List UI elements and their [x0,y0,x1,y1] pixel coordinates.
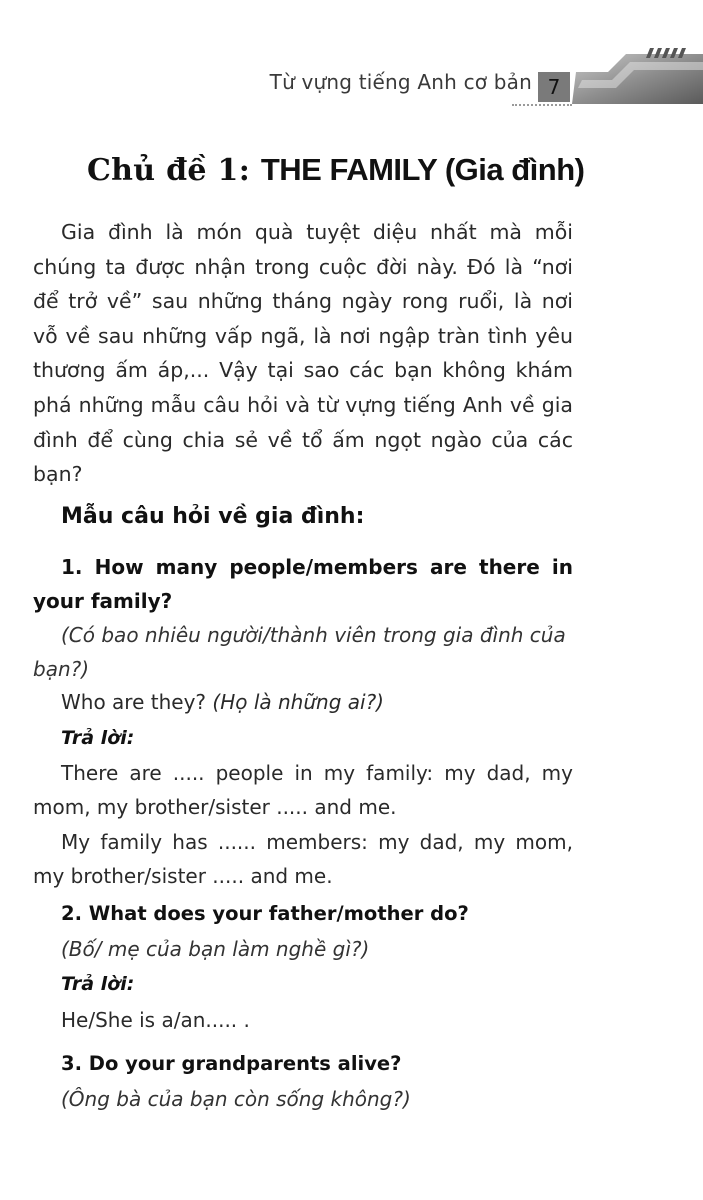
chapter-title-vi: (Gia đình) [436,152,585,187]
question-3: 3. Do your grandparents alive? [61,1052,402,1075]
chapter-title [87,152,585,188]
followup-text: Who are they? [61,690,213,714]
question-2: 2. What does your father/mother do? [61,902,469,925]
question-3-translation: (Ông bà của bạn còn sống không?) [61,1087,411,1111]
answer-label-2: Trả lời: [61,973,135,995]
header-dotted-rule [512,104,572,108]
header-decoration [568,48,703,104]
question-2-translation: (Bố/ mẹ của bạn làm nghề gì?) [61,937,370,961]
answer-1a: There are ..... people in my family: my dad, my mom, my brother/sister ..... and me. [33,761,573,819]
page-number: 7 [538,72,570,102]
question-1: 1. How many people/members are there in your family? [33,555,573,613]
answer-2: He/She is a/an..... . [61,1008,250,1032]
followup-translation: (Họ là những ai?) [212,690,384,714]
section-heading: Mẫu câu hỏi về gia đình: [61,504,365,529]
chapter-title-en: THE FAMILY [260,152,437,187]
intro-paragraph: Gia đình là món quà tuyệt diệu nhất mà mỗi chúng ta được nhận trong cuộc đời này. Đó là “nơi để trở về” sau những tháng ngày rong ruổi, là nơi vỗ về sau những vấp ngã, là nơi ngập tràn tình yêu thương ấm áp,... Vậy tại sao các bạn không khám phá những mẫu câu hỏi và từ vựng tiếng Anh về gia đình để cùng chia sẻ về tổ ấm ngọt ngào của các bạn? [33,220,573,487]
chapter-prefix: Chủ đề 1: [87,153,261,188]
question-1-translation: (Có bao nhiêu người/thành viên trong gia đình của bạn?) [33,623,566,681]
answer-label-1: Trả lời: [61,727,135,749]
question-1-followup [61,690,384,714]
answer-1b: My family has ...... members: my dad, my mom, my brother/sister ..... and me. [33,830,573,888]
running-header-title: Từ vựng tiếng Anh cơ bản [269,70,532,94]
